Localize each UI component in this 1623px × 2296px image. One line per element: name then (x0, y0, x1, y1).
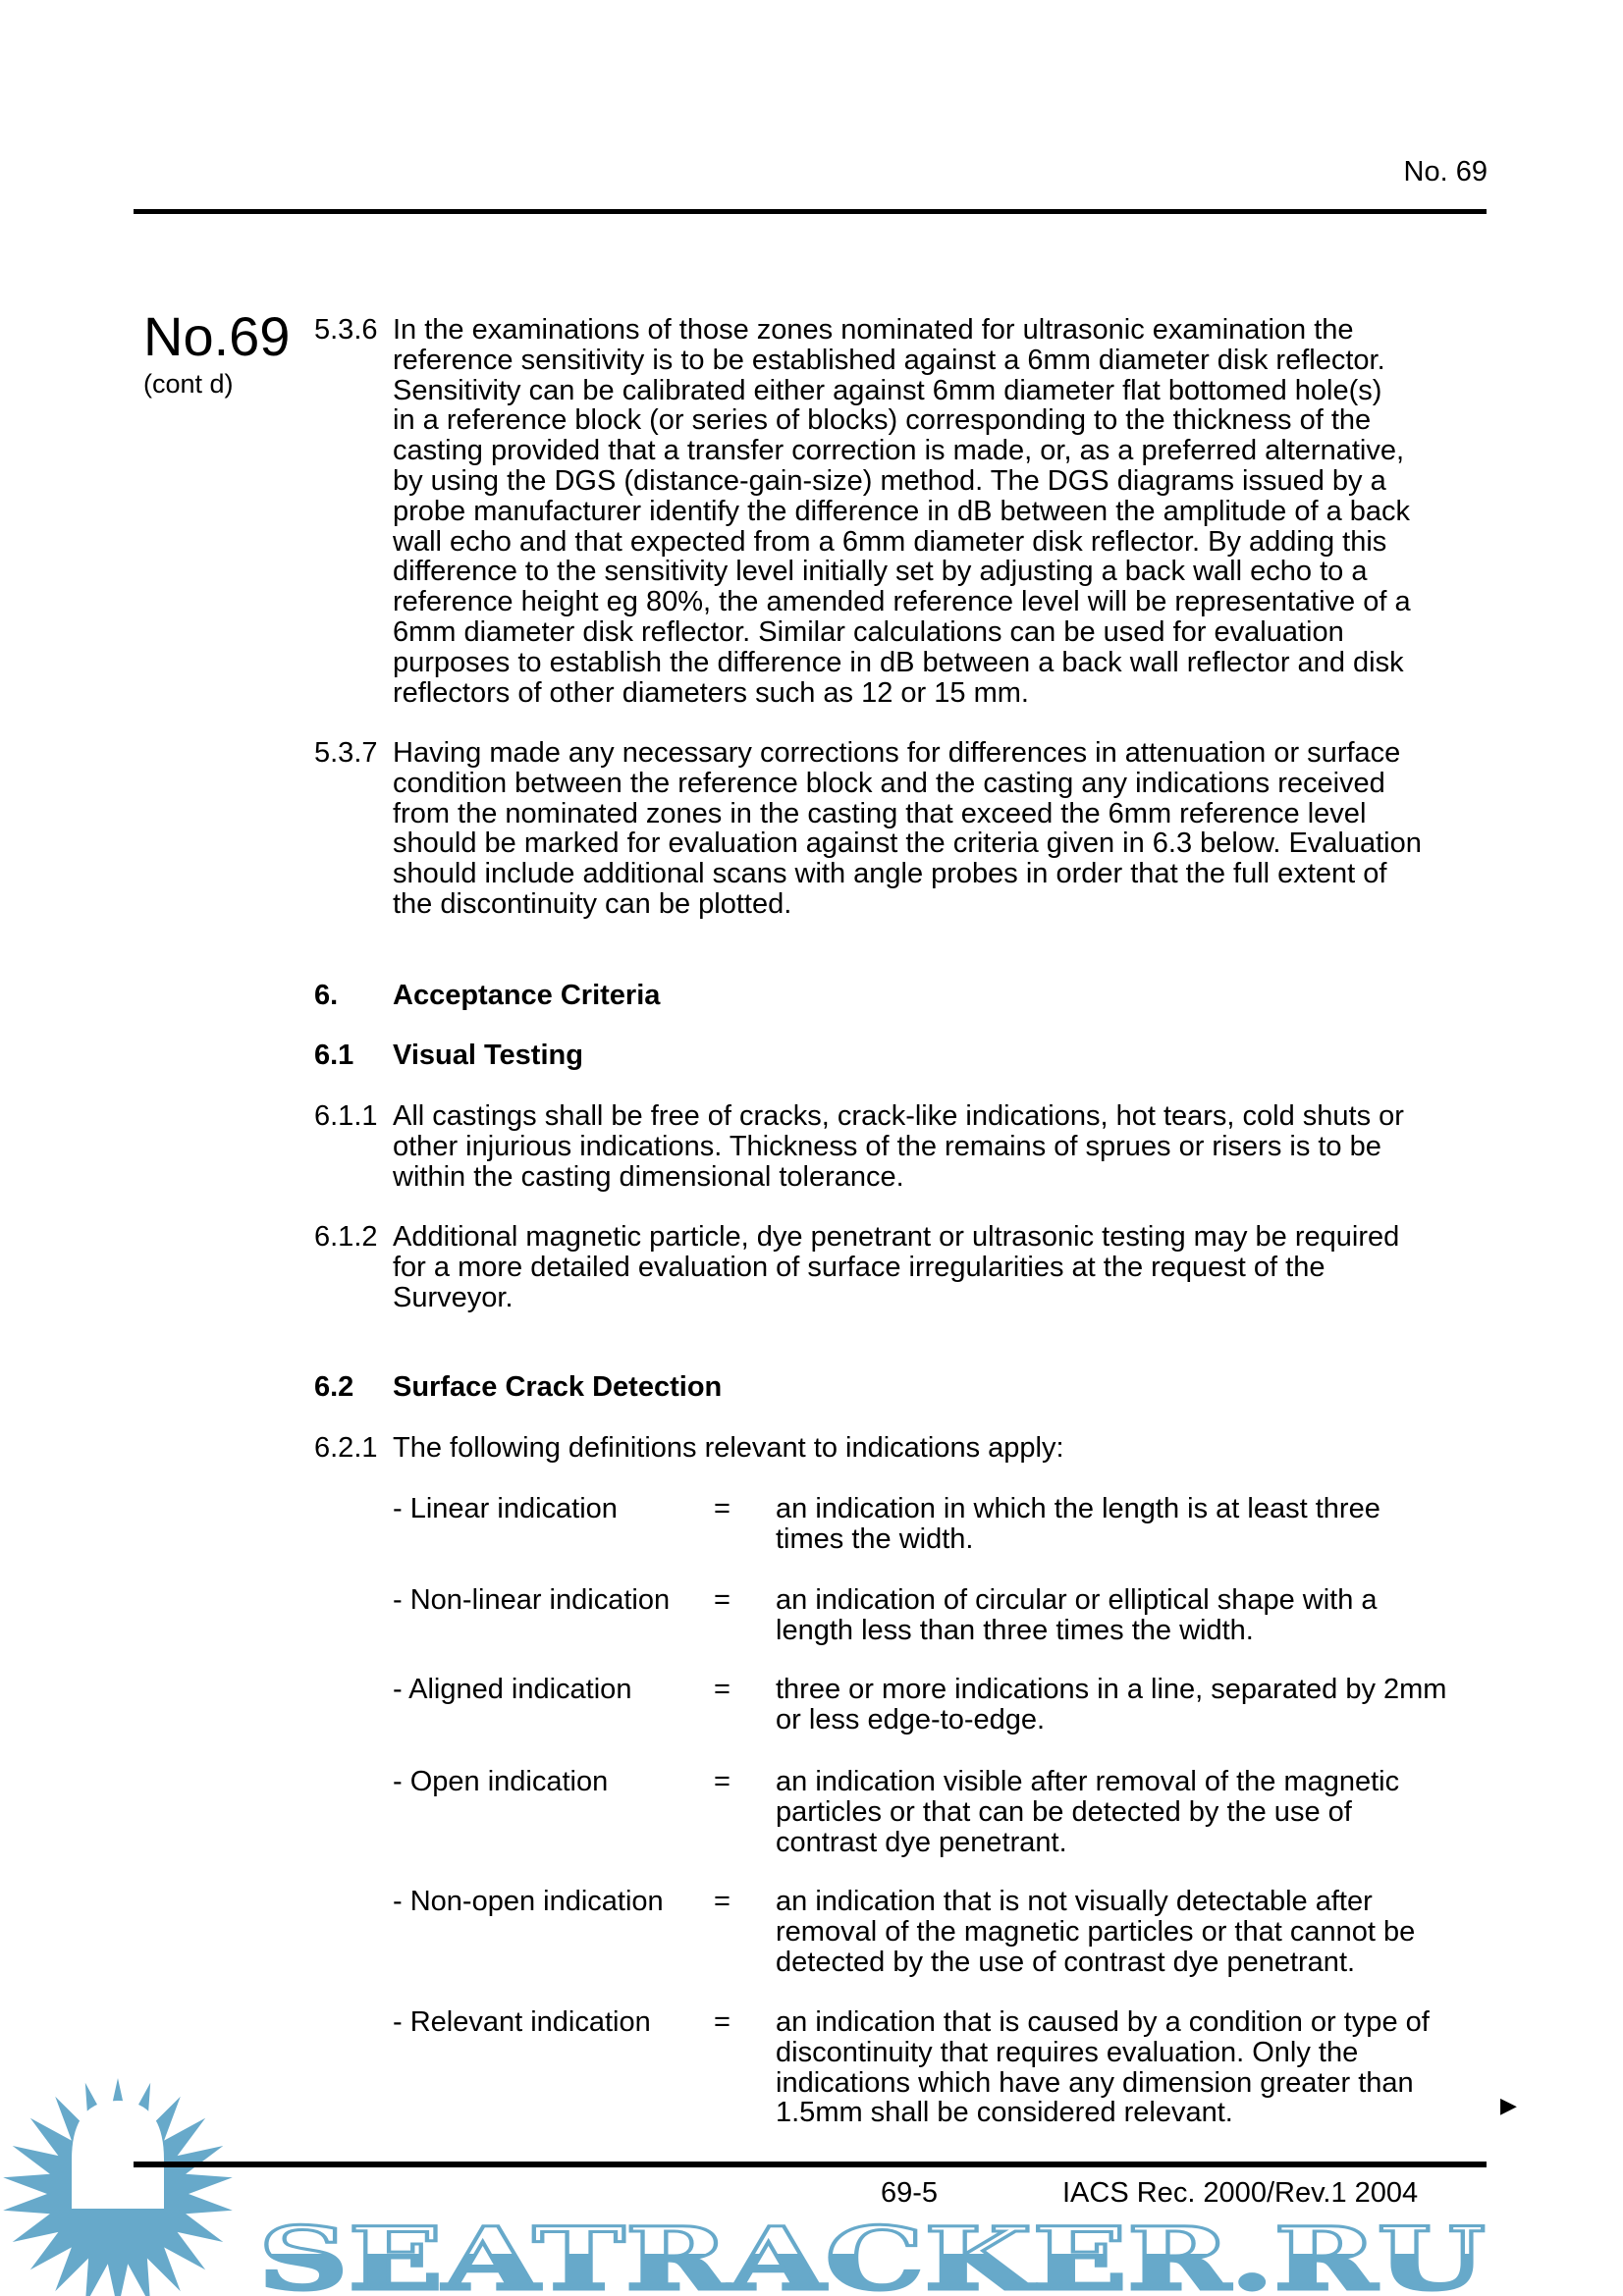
definition-term: - Non-open indication (393, 1886, 664, 1917)
definition-term: - Linear indication (393, 1493, 618, 1524)
text-line: condition between the reference block and the casting any indications received (393, 767, 1385, 799)
definition-equals: = (714, 2006, 730, 2038)
footer-reference: IACS Rec. 2000/Rev.1 2004 (1062, 2177, 1419, 2209)
definition-term: - Relevant indication (393, 2006, 651, 2038)
text-line: an indication that is not visually detectable after (776, 1886, 1373, 1917)
text-line: or less edge-to-edge. (776, 1703, 1046, 1735)
text-line: an indication of circular or elliptical shape with a (776, 1584, 1378, 1616)
text-line: three or more indications in a line, separated by 2mm (776, 1674, 1447, 1705)
text-line: 6mm diameter disk reflector. Similar calculations can be used for evaluation (393, 615, 1344, 648)
paragraph-number: 6.1.1 (314, 1100, 378, 1132)
text-line: reflectors of other diameters such as 12 or 15 mm. (393, 676, 1029, 709)
heading-number: 6. (314, 980, 339, 1011)
text-line: Surveyor. (393, 1281, 514, 1313)
sun-dome (72, 2101, 164, 2209)
text-line: difference to the sensitivity level initially set by adjusting a back wall echo to a (393, 556, 1368, 588)
text-line: wall echo and that expected from a 6mm diameter disk reflector. By adding this (393, 525, 1387, 558)
text-line: All castings shall be free of cracks, crack-like indications, hot tears, cold shuts or (393, 1100, 1404, 1132)
text-line: detected by the use of contrast dye penetrant. (776, 1946, 1356, 1978)
text-line: reference sensitivity is to be established against a 6mm diameter disk reflector. (393, 344, 1385, 376)
text-line: the discontinuity can be plotted. (393, 887, 792, 920)
definition-term: - Non-linear indication (393, 1584, 671, 1616)
side-cont: (cont d) (143, 369, 234, 399)
heading-number: 6.1 (314, 1040, 354, 1071)
text-line: The following definitions relevant to indications apply: (393, 1432, 1064, 1464)
paragraph-number: 5.3.7 (314, 737, 378, 769)
text-line: within the casting dimensional tolerance. (393, 1160, 904, 1193)
definition-text (776, 1675, 1446, 1735)
text-line: 1.5mm shall be considered relevant. (776, 2097, 1233, 2129)
text-line: Sensitivity can be calibrated either against 6mm diameter flat bottomed hole(s) (393, 374, 1382, 406)
text-line: In the examinations of those zones nominated for ultrasonic examination the (393, 314, 1354, 346)
document-number: No. 69 (1403, 156, 1488, 187)
definition-text (776, 1585, 1378, 1646)
text-line: by using the DGS (distance-gain-size) method. The DGS diagrams issued by a (393, 464, 1386, 497)
definition-equals: = (714, 1493, 730, 1524)
heading-title: Acceptance Criteria (393, 980, 661, 1011)
definition-term: - Open indication (393, 1766, 609, 1797)
watermark-text: SEATRACKER.RU (258, 2208, 1486, 2296)
continue-arrow-icon: ▶ (1500, 2093, 1517, 2117)
text-line: for a more detailed evaluation of surface irregularities at the request of the (393, 1251, 1325, 1283)
text-line: contrast dye penetrant. (776, 1826, 1067, 1858)
text-line: reference height eg 80%, the amended reference level will be representative of a (393, 586, 1411, 618)
paragraph-number: 6.1.2 (314, 1221, 378, 1253)
heading-number: 6.2 (314, 1371, 354, 1403)
header-rule (134, 209, 1487, 214)
text-line: length less than three times the width. (776, 1614, 1254, 1646)
text-line: other injurious indications. Thickness of the remains of sprues or risers is to be (393, 1130, 1381, 1162)
text-line: should be marked for evaluation against the criteria given in 6.3 below. Evaluation (393, 828, 1422, 860)
text-line: Additional magnetic particle, dye penetrant or ultrasonic testing may be required (393, 1221, 1400, 1253)
text-line: purposes to establish the difference in dB between a back wall reflector and disk (393, 646, 1404, 678)
definition-text (776, 1494, 1380, 1555)
text-line: removal of the magnetic particles or that cannot be (776, 1915, 1416, 1948)
text-line: probe manufacturer identify the difference in dB between the amplitude of a back (393, 495, 1411, 527)
definition-text (776, 1767, 1399, 1857)
text-line: particles or that can be detected by the use of (776, 1795, 1352, 1828)
text-line: should include additional scans with angle probes in order that the full extent of (393, 858, 1387, 890)
text-line: in a reference block (or series of blocks) corresponding to the thickness of the (393, 404, 1372, 437)
definition-term: - Aligned indication (393, 1674, 632, 1705)
side-number: No.69 (143, 305, 291, 367)
text-line: indications which have any dimension greater than (776, 2066, 1414, 2099)
text-line: from the nominated zones in the casting that exceed the 6mm reference level (393, 797, 1367, 829)
text-line: casting provided that a transfer correction is made, or, as a preferred alternative, (393, 435, 1405, 467)
definition-equals: = (714, 1766, 730, 1797)
text-line: Having made any necessary corrections for differences in attenuation or surface (393, 737, 1401, 769)
definition-equals: = (714, 1886, 730, 1917)
text-line: times the width. (776, 1522, 974, 1555)
text-line: discontinuity that requires evaluation. Only the (776, 2036, 1359, 2068)
definition-equals: = (714, 1584, 730, 1616)
page-number: 69-5 (881, 2177, 939, 2209)
definition-equals: = (714, 1674, 730, 1705)
paragraph-number: 6.2.1 (314, 1432, 378, 1464)
text-line: an indication that is caused by a condition or type of (776, 2006, 1430, 2038)
text-line: an indication visible after removal of the magnetic (776, 1766, 1400, 1797)
paragraph-number: 5.3.6 (314, 314, 378, 346)
text-line: an indication in which the length is at least three (776, 1493, 1380, 1524)
definition-text (776, 1887, 1415, 1977)
heading-title: Surface Crack Detection (393, 1371, 723, 1403)
footer-rule (134, 2162, 1487, 2167)
heading-title: Visual Testing (393, 1040, 583, 1071)
